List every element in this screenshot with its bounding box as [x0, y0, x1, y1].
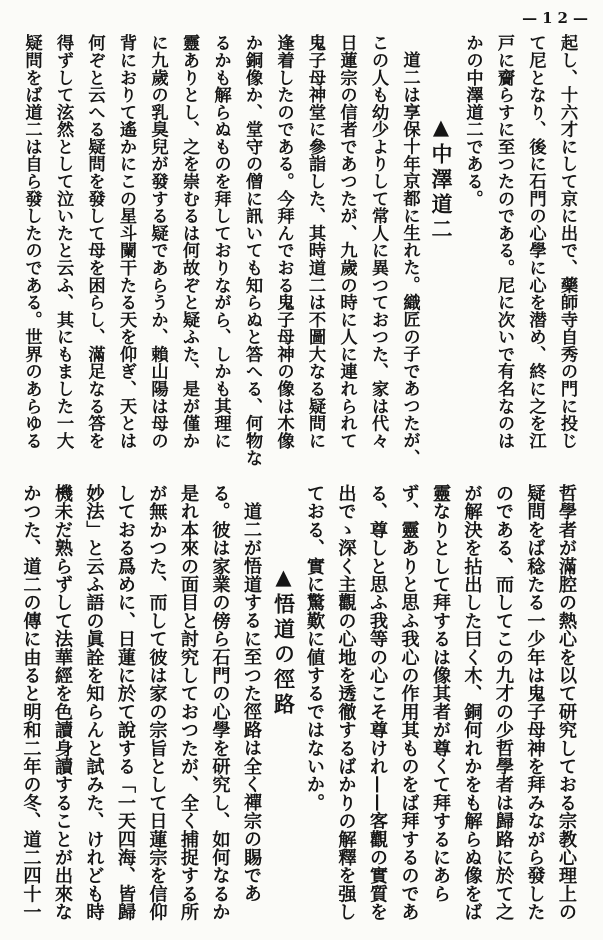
- text-column: この人も幼少よりして常人に異つておつた、家は代々: [368, 34, 388, 449]
- text-column: 道二は享保十年京都に生れた。織匠の子であつたが、: [399, 51, 420, 467]
- text-column: るかも解らぬものを拜しておりながら、しかも其理に: [210, 34, 231, 449]
- text-column: 道二が悟道するに至つた徑路は全く禪宗の賜であ: [241, 502, 262, 903]
- text-column: 戸に齎らすに至つたのである。尼に次いで有名なのは: [494, 34, 514, 449]
- text-column: ず、靈ありと思ふ我心の作用其ものをば拜するのであ: [398, 484, 420, 921]
- text-column: かの中澤道二である。: [462, 34, 483, 207]
- text-column: 疑問をば稔たる一少年は鬼子母神を拜みながら發した: [524, 484, 546, 921]
- text-column: 得ずして泫然として泣いたと云ふ、其にもました一大: [53, 34, 73, 449]
- text-column: る。彼は家業の傍ら石門の心學を研究し、如何なるか: [209, 484, 231, 921]
- text-column: が解決を拈出した曰く木、銅何れかをも解らぬ像をば: [461, 484, 483, 921]
- section-heading-nakazawa-doni: ▲中澤道二: [429, 115, 453, 243]
- text-column: 日蓮宗の信者であつたが、九歲の時に人に連れられて: [336, 34, 357, 449]
- text-column: 機未だ熟らずして法華經を色讀身讀することが出來な: [52, 484, 73, 921]
- text-column: 起し、十六才にして京に出で、藥師寺自秀の門に投じ: [557, 34, 577, 449]
- text-column: に九歲の乳臭兒が發する疑であらうか、賴山陽は母の: [147, 34, 168, 449]
- text-column: しておる爲めに、日蓮に於て說する「一天四海、皆歸: [115, 484, 136, 921]
- text-column: ておる、實に驚歎に値するではないか。: [304, 484, 325, 812]
- text-column: 哲學者が滿腔の熱心を以て研究しておる宗教心理上の: [556, 484, 577, 921]
- text-column: 鬼子母神堂に參詣した、其時道二は不圖大なる疑問に: [305, 34, 325, 449]
- text-column: か銅像か、堂守の僧に訊いても知らぬと答へる、何物な: [242, 34, 262, 467]
- section-heading-path-to-enlightenment: ▲悟道の徑路: [271, 565, 296, 718]
- lower-text-block: [15, 484, 582, 934]
- text-column: 逢着したのである。今拜んでおる鬼子母神の像は木像: [273, 34, 294, 449]
- text-column: 出でゝ深く主觀の心地を透徹するばかりの解釋を强し: [335, 484, 357, 921]
- text-column: 是れ本來の面目と討究しておつたが、全く捕捉する所: [178, 484, 199, 921]
- text-column: 背におりて遙かにこの星斗闌干たる天を仰ぎ、天とは: [116, 34, 136, 449]
- text-column: 妙法」と云ふ語の眞詮を知らんと試みた、けれども時: [83, 484, 105, 921]
- upper-text-block: [15, 34, 582, 474]
- text-column: 靈なりとして拜するは像其者が尊くて拜するにあら: [430, 484, 451, 903]
- text-column: 何ぞと云へる疑問を發して母を困らし、滿足なる答を: [84, 34, 105, 449]
- text-column: 疑問をば道二は自ら發したのである。世界のあらゆる: [21, 34, 42, 449]
- page-number: —12—: [522, 9, 593, 27]
- text-column: かつた、道二の傳に由ると明和二年の冬、道二四十一: [20, 484, 42, 921]
- text-column: が無かつた、而して彼は家の宗旨として日蓮宗を信仰: [146, 484, 168, 921]
- text-column: 靈ありとし、之を崇むるは何故ぞと疑ふた、是が僅か: [179, 34, 199, 449]
- text-column: る、尊しと思ふ我等の心こそ尊けれ——客觀の實質を: [367, 484, 388, 921]
- text-column: のである、而してこの九才の少哲學者は歸路に於て之: [493, 484, 514, 921]
- text-column: て尼となり、後に石門の心學に心を潜め、終に之を江: [525, 34, 546, 449]
